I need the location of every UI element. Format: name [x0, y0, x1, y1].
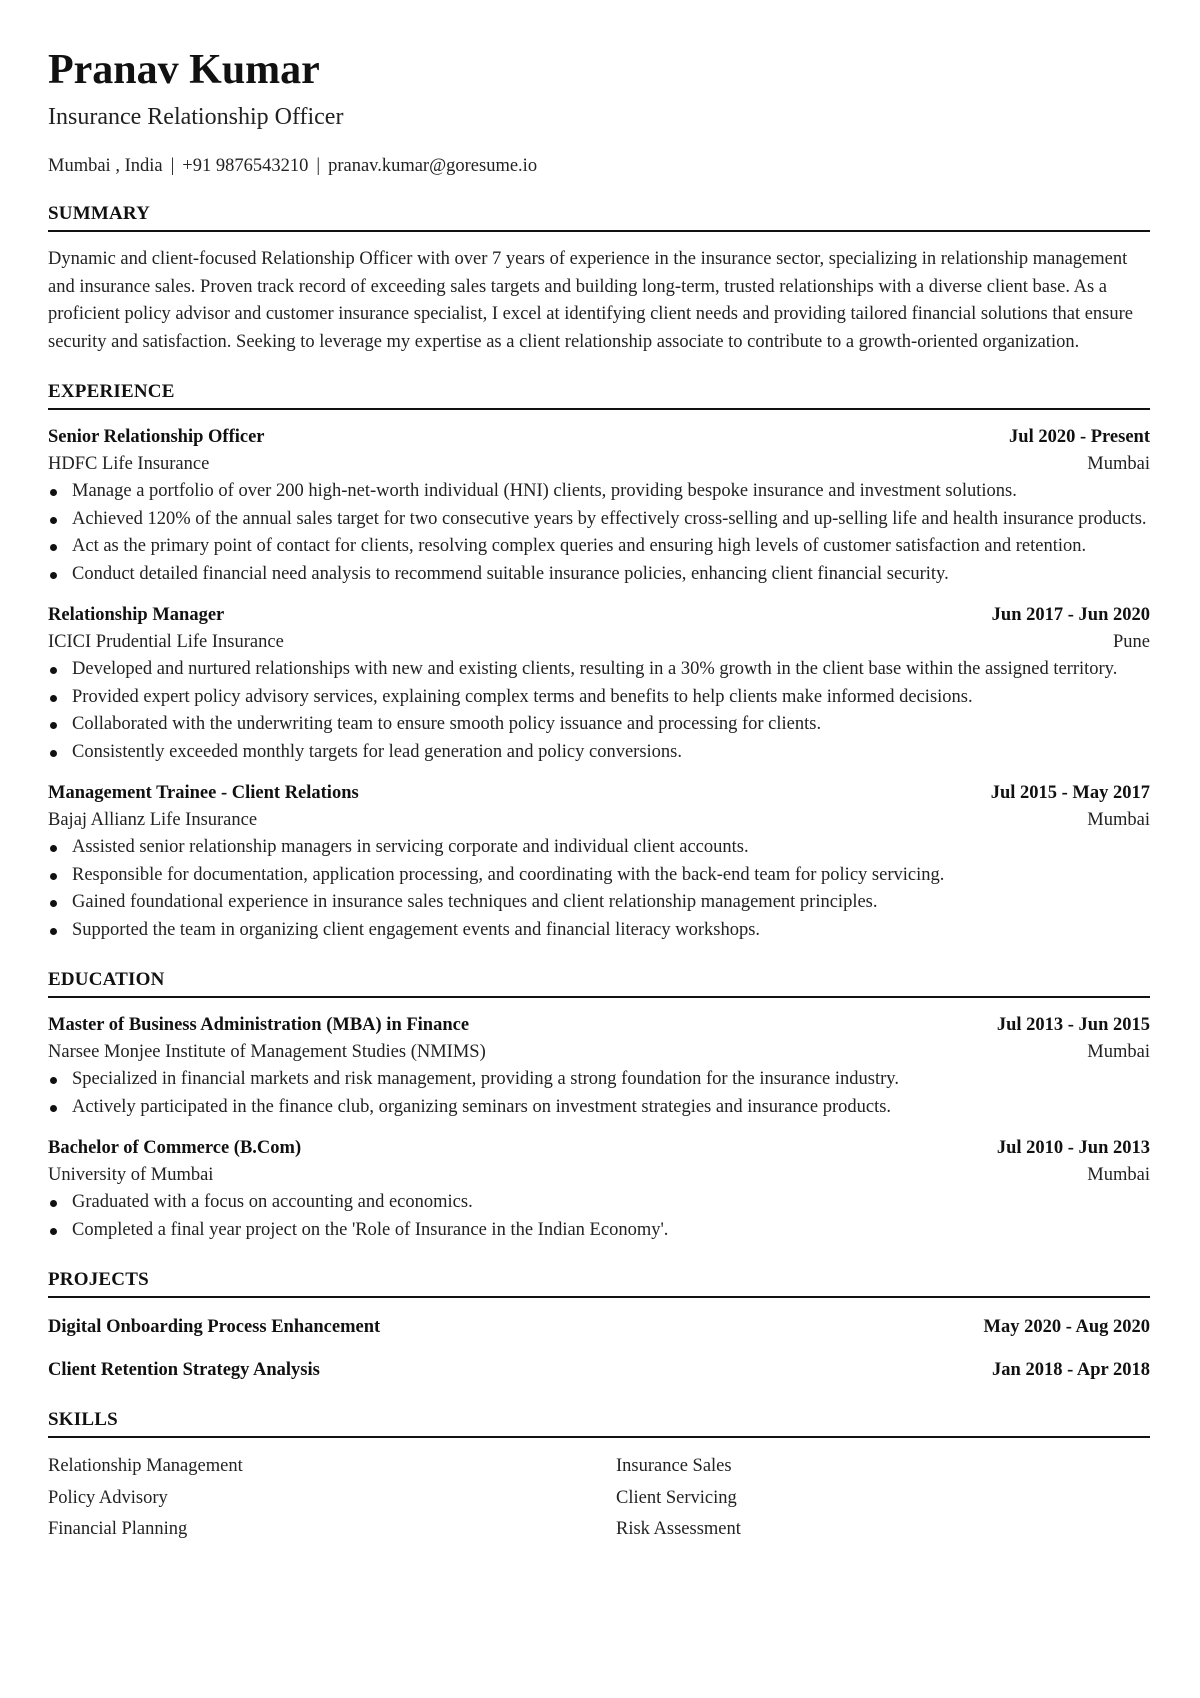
bullet-icon: [50, 928, 57, 935]
project-dates: May 2020 - Aug 2020: [983, 1317, 1150, 1337]
bullet-icon: [50, 900, 57, 907]
experience-entry: [48, 424, 1150, 588]
school-location: Mumbai: [1087, 1165, 1150, 1185]
bullet-icon: [50, 489, 57, 496]
list-item: [48, 1217, 1150, 1245]
bullet-text: Consistently exceeded monthly targets for lead generation and policy conversions.: [72, 741, 682, 762]
bullet-text: Developed and nurtured relationships with new and existing clients, resulting in a 30% growth in the client base within the assigned territory.: [72, 659, 1118, 679]
bullet-icon: [50, 1077, 57, 1084]
candidate-name: Pranav Kumar: [48, 47, 320, 93]
bullet-icon: [50, 667, 57, 674]
project-entry: [48, 1314, 1150, 1341]
bullet-text: Conduct detailed financial need analysis to recommend suitable insurance policies, enhancing client financial security.: [72, 563, 949, 584]
skill-item: Relationship Management: [48, 1456, 243, 1476]
job-location: Mumbai: [1087, 454, 1150, 474]
job-company: ICICI Prudential Life Insurance: [48, 632, 284, 652]
job-bullets: [48, 478, 1150, 588]
degree-name: Bachelor of Commerce (B.Com): [48, 1138, 302, 1158]
bullet-icon: [50, 750, 57, 757]
bullet-text: Act as the primary point of contact for clients, resolving complex queries and ensuring high levels of customer satisfaction and retention.: [72, 536, 1087, 556]
bullet-text: Actively participated in the finance club, organizing seminars on investment strategies and insurance products.: [72, 1096, 892, 1117]
job-location: Mumbai: [1087, 810, 1150, 830]
job-dates: Jul 2020 - Present: [1009, 427, 1150, 447]
list-item: [48, 684, 1150, 712]
bullet-text: Collaborated with the underwriting team to ensure smooth policy issuance and processing for clients.: [72, 714, 822, 734]
bullet-text: Completed a final year project on the 'Role of Insurance in the Indian Economy'.: [72, 1219, 669, 1240]
contact-phone[interactable]: +91 9876543210: [182, 156, 309, 176]
education-bullets: [48, 1189, 1150, 1244]
bullet-text: Gained foundational experience in insurance sales techniques and client relationship management principles.: [72, 892, 878, 912]
projects-section: [48, 1268, 1150, 1384]
candidate-headline: Insurance Relationship Officer: [48, 104, 344, 130]
education-section: [48, 968, 1150, 1244]
list-item: [48, 478, 1150, 506]
degree-name: Master of Business Administration (MBA) in Finance: [48, 1015, 470, 1035]
education-bullets: [48, 1066, 1150, 1121]
bullet-text: Supported the team in organizing client engagement events and financial literacy workshops.: [72, 919, 761, 940]
job-bullets: [48, 656, 1150, 766]
list-item: [48, 834, 1150, 862]
job-bullets: [48, 834, 1150, 944]
contact-location: Mumbai , India: [48, 156, 163, 176]
contact-line: [48, 154, 1150, 178]
bullet-text: Specialized in financial markets and risk management, providing a strong foundation for the insurance industry.: [72, 1069, 899, 1089]
school-location: Mumbai: [1087, 1042, 1150, 1062]
section-title-projects: PROJECTS: [48, 1268, 1150, 1298]
entry-subheader: [48, 807, 1150, 834]
job-role: Relationship Manager: [48, 605, 225, 625]
list-item: [48, 656, 1150, 684]
entry-header: [48, 1314, 1150, 1341]
list-item: [48, 739, 1150, 767]
list-item: [48, 889, 1150, 917]
list-item: [48, 711, 1150, 739]
bullet-text: Graduated with a focus on accounting and economics.: [72, 1192, 473, 1212]
job-location: Pune: [1113, 632, 1150, 652]
skill-item: Client Servicing: [616, 1487, 737, 1508]
list-item: [48, 862, 1150, 890]
skill-item: Financial Planning: [48, 1519, 188, 1539]
bullet-icon: [50, 1105, 57, 1112]
skills-grid: [48, 1452, 1150, 1545]
bullet-icon: [50, 873, 57, 880]
list-item: [48, 561, 1150, 589]
job-company: Bajaj Allianz Life Insurance: [48, 810, 258, 830]
entry-header: [48, 1012, 1150, 1039]
entry-header: [48, 780, 1150, 807]
degree-dates: Jul 2013 - Jun 2015: [996, 1015, 1150, 1035]
bullet-icon: [50, 517, 57, 524]
project-name: Digital Onboarding Process Enhancement: [48, 1317, 381, 1337]
job-company: HDFC Life Insurance: [48, 454, 210, 474]
experience-entry: [48, 602, 1150, 766]
entry-header: [48, 1357, 1150, 1384]
job-dates: Jun 2017 - Jun 2020: [991, 605, 1150, 625]
education-entry: [48, 1135, 1150, 1244]
section-title-education: EDUCATION: [48, 968, 1150, 998]
summary-section: [48, 202, 1150, 356]
project-dates: Jan 2018 - Apr 2018: [992, 1360, 1150, 1380]
bullet-icon: [50, 845, 57, 852]
bullet-icon: [50, 544, 57, 551]
bullet-text: Responsible for documentation, application processing, and coordinating with the back-end team for policy servicing.: [72, 864, 945, 885]
entry-subheader: [48, 451, 1150, 478]
resume-header: [48, 44, 1150, 178]
list-item: [48, 533, 1150, 561]
entry-subheader: [48, 629, 1150, 656]
experience-entry: [48, 780, 1150, 944]
section-title-skills: SKILLS: [48, 1408, 1150, 1438]
job-dates: Jul 2015 - May 2017: [990, 783, 1150, 803]
skills-section: [48, 1408, 1150, 1545]
job-role: Senior Relationship Officer: [48, 427, 265, 447]
bullet-text: Manage a portfolio of over 200 high-net-worth individual (HNI) clients, providing bespoke insurance and investment solutions.: [72, 481, 1017, 501]
bullet-icon: [50, 572, 57, 579]
bullet-text: Provided expert policy advisory services, explaining complex terms and benefits to help clients make informed decisions.: [72, 686, 973, 707]
list-item: [48, 1066, 1150, 1094]
entry-subheader: [48, 1039, 1150, 1066]
section-title-summary: SUMMARY: [48, 202, 1150, 232]
list-item: [48, 1094, 1150, 1122]
skill-item: Risk Assessment: [616, 1519, 741, 1539]
list-item: [48, 1189, 1150, 1217]
summary-text: Dynamic and client-focused Relationship Officer with over 7 years of experience in the insurance sector, specializing in relationship management and insurance sales. Proven track record of exceeding sales targets and building long-term, trusted relationships with a diverse client base. As a proficient policy advisor and customer insurance specialist, I excel at identifying client needs and providing tailored financial solutions that ensure security and satisfaction. Seeking to leverage my expertise as a client relationship associate to contribute to a growth-oriented organization.: [48, 249, 1134, 352]
contact-email[interactable]: pranav.kumar@goresume.io: [328, 156, 538, 176]
experience-section: [48, 380, 1150, 944]
bullet-icon: [50, 722, 57, 729]
school-name: Narsee Monjee Institute of Management Studies (NMIMS): [48, 1042, 486, 1062]
project-entry: [48, 1357, 1150, 1384]
bullet-icon: [50, 1200, 57, 1207]
bullet-text: Assisted senior relationship managers in servicing corporate and individual client accounts.: [72, 837, 749, 857]
bullet-icon: [50, 1228, 57, 1235]
education-entry: [48, 1012, 1150, 1121]
entry-subheader: [48, 1162, 1150, 1189]
list-item: [48, 506, 1150, 534]
entry-header: [48, 1135, 1150, 1162]
job-role: Management Trainee - Client Relations: [48, 783, 359, 803]
degree-dates: Jul 2010 - Jun 2013: [996, 1138, 1150, 1158]
section-title-experience: EXPERIENCE: [48, 380, 1150, 410]
entry-header: [48, 424, 1150, 451]
bullet-text: Achieved 120% of the annual sales target for two consecutive years by effectively cross-selling and up-selling life and health insurance products.: [72, 508, 1147, 529]
skill-item: Policy Advisory: [48, 1487, 168, 1508]
bullet-icon: [50, 695, 57, 702]
list-item: [48, 917, 1150, 945]
project-name: Client Retention Strategy Analysis: [48, 1360, 320, 1380]
contact-separator: |: [170, 156, 175, 176]
entry-header: [48, 602, 1150, 629]
school-name: University of Mumbai: [48, 1165, 214, 1185]
contact-separator: |: [316, 156, 321, 176]
skill-item: Insurance Sales: [616, 1456, 732, 1476]
